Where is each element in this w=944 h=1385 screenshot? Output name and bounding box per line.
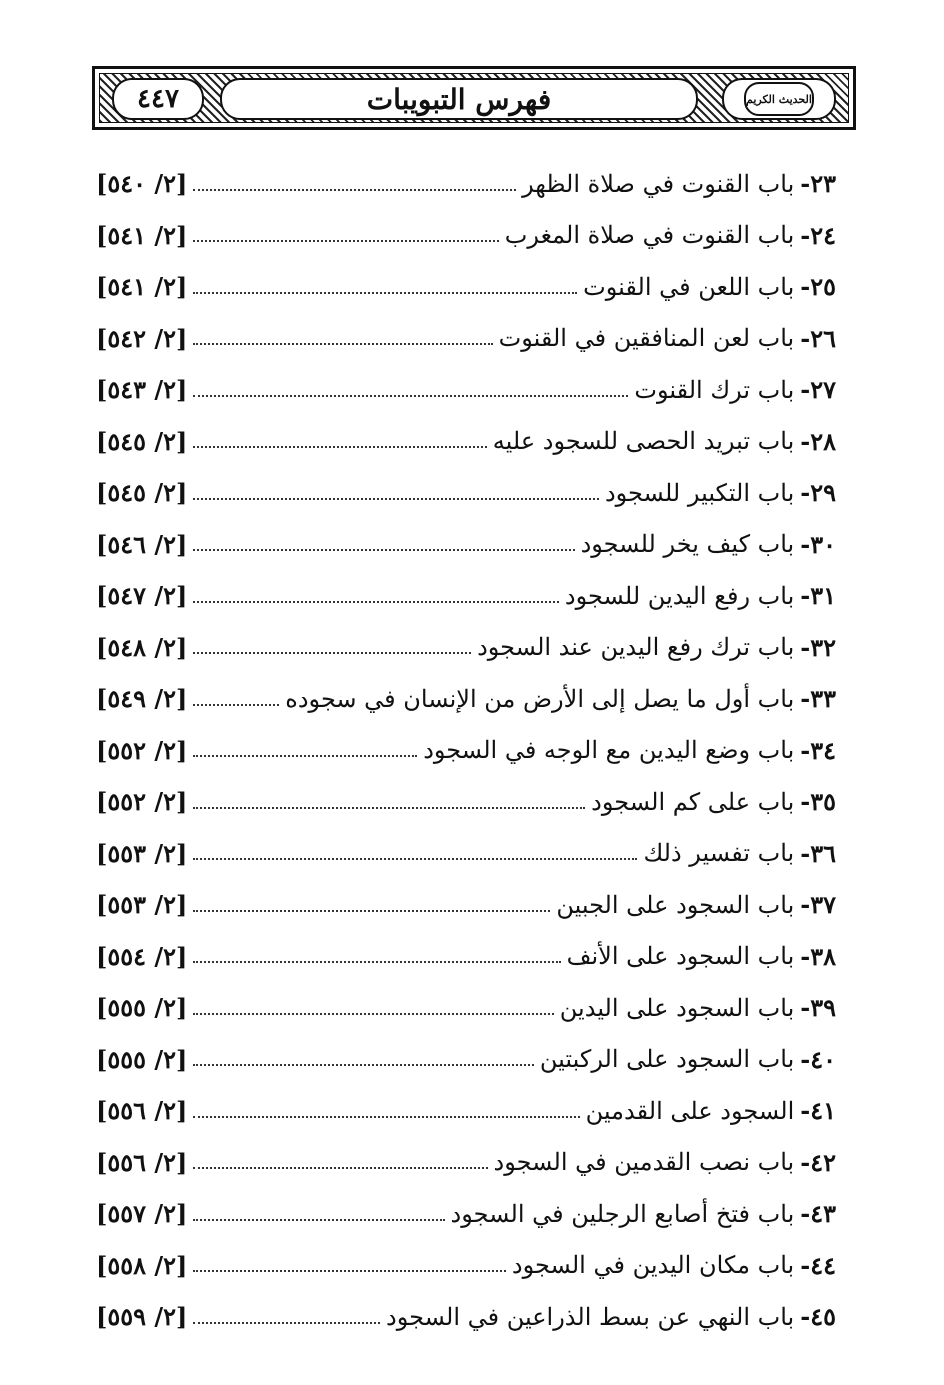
toc-entry xyxy=(96,1240,836,1292)
toc-entry-title: باب مكان اليدين في السجود xyxy=(511,1251,795,1280)
table-of-contents xyxy=(96,158,836,1343)
toc-entry-title: باب السجود على الأنف xyxy=(566,942,795,971)
toc-entry xyxy=(96,828,836,880)
toc-entry-reference: [٢/ ٥٤٥] xyxy=(96,478,188,508)
toc-entry-title: باب نصب القدمين في السجود xyxy=(493,1148,795,1177)
toc-entry xyxy=(96,982,836,1034)
toc-entry-number: ٢٦- xyxy=(800,323,836,353)
toc-entry-title: باب أول ما يصل إلى الأرض من الإنسان في سجوده xyxy=(285,684,795,713)
toc-entry-title: باب رفع اليدين للسجود xyxy=(564,581,795,610)
toc-entry-number: ٣١- xyxy=(800,581,836,611)
logo-text: الحديث الكريم xyxy=(746,92,812,106)
toc-entry-number: ٤٥- xyxy=(800,1302,836,1332)
header-frame xyxy=(92,66,856,130)
page-number: ٤٤٧ xyxy=(137,84,179,114)
dot-leader xyxy=(193,961,560,963)
dot-leader xyxy=(193,498,599,500)
toc-entry-title: باب النهي عن بسط الذراعين في السجود xyxy=(386,1302,795,1331)
toc-entry-number: ٣٣- xyxy=(800,684,836,714)
toc-entry xyxy=(96,261,836,313)
toc-entry-reference: [٢/ ٥٤٢] xyxy=(96,323,188,353)
dot-leader xyxy=(193,240,498,242)
toc-entry-title: باب القنوت في صلاة الظهر xyxy=(522,169,795,198)
toc-entry-title: باب السجود على الجبين xyxy=(556,890,795,919)
toc-entry xyxy=(96,776,836,828)
toc-entry-number: ٢٤- xyxy=(800,220,836,250)
toc-entry-title: باب فتخ أصابع الرجلين في السجود xyxy=(450,1199,795,1228)
toc-entry-title: باب السجود على اليدين xyxy=(559,993,795,1022)
toc-entry-number: ٢٧- xyxy=(800,375,836,405)
toc-entry-title: باب السجود على الركبتين xyxy=(539,1045,795,1074)
toc-entry-reference: [٢/ ٥٥٥] xyxy=(96,1044,188,1074)
dot-leader xyxy=(193,1270,505,1272)
publisher-logo xyxy=(744,82,814,116)
toc-entry xyxy=(96,570,836,622)
toc-entry-title: باب تبريد الحصى للسجود عليه xyxy=(492,427,795,456)
page-number-cartouche xyxy=(112,78,204,120)
dot-leader xyxy=(193,1219,444,1221)
toc-entry xyxy=(96,313,836,365)
toc-entry-title: باب لعن المنافقين في القنوت xyxy=(498,324,795,353)
dot-leader xyxy=(193,1013,553,1015)
toc-entry xyxy=(96,931,836,983)
toc-entry-number: ٢٣- xyxy=(800,169,836,199)
toc-entry-title: باب على كم السجود xyxy=(591,787,795,816)
toc-entry-number: ٤١- xyxy=(800,1096,836,1126)
toc-entry-number: ٤٤- xyxy=(800,1250,836,1280)
dot-leader xyxy=(193,1064,533,1066)
dot-leader xyxy=(193,1167,487,1169)
toc-entry xyxy=(96,1291,836,1343)
toc-entry-reference: [٢/ ٥٥٢] xyxy=(96,787,188,817)
toc-entry-number: ٣٦- xyxy=(800,838,836,868)
toc-entry-number: ٢٥- xyxy=(800,272,836,302)
header-ornament xyxy=(99,73,849,123)
logo-cartouche xyxy=(722,78,836,120)
toc-entry-title: باب ترك رفع اليدين عند السجود xyxy=(477,633,795,662)
toc-entry xyxy=(96,210,836,262)
toc-entry-reference: [٢/ ٥٤١] xyxy=(96,220,188,250)
toc-entry-reference: [٢/ ٥٥٢] xyxy=(96,735,188,765)
toc-entry-reference: [٢/ ٥٤٧] xyxy=(96,581,188,611)
dot-leader xyxy=(193,755,417,757)
toc-entry-reference: [٢/ ٥٤٠] xyxy=(96,169,188,199)
toc-entry xyxy=(96,673,836,725)
toc-entry-number: ٤٢- xyxy=(800,1147,836,1177)
toc-entry-reference: [٢/ ٥٤٩] xyxy=(96,684,188,714)
toc-entry xyxy=(96,1137,836,1189)
toc-entry-reference: [٢/ ٥٥٦] xyxy=(96,1096,188,1126)
toc-entry-number: ٣٧- xyxy=(800,890,836,920)
toc-entry xyxy=(96,467,836,519)
toc-entry-reference: [٢/ ٥٥٩] xyxy=(96,1302,188,1332)
toc-entry-title: باب القنوت في صلاة المغرب xyxy=(504,221,795,250)
toc-entry xyxy=(96,1085,836,1137)
toc-entry-title: السجود على القدمين xyxy=(585,1096,795,1125)
toc-entry-title: باب ترك القنوت xyxy=(634,375,795,404)
dot-leader xyxy=(193,189,516,191)
toc-entry-number: ٤٣- xyxy=(800,1199,836,1229)
toc-entry xyxy=(96,158,836,210)
toc-entry-title: باب كيف يخر للسجود xyxy=(580,530,795,559)
toc-entry-reference: [٢/ ٥٥٣] xyxy=(96,838,188,868)
toc-entry-number: ٢٨- xyxy=(800,426,836,456)
toc-entry-reference: [٢/ ٥٥٨] xyxy=(96,1250,188,1280)
dot-leader xyxy=(193,652,471,654)
toc-entry-number: ٤٠- xyxy=(800,1044,836,1074)
dot-leader xyxy=(193,395,628,397)
toc-entry-reference: [٢/ ٥٥٤] xyxy=(96,941,188,971)
dot-leader xyxy=(193,807,585,809)
toc-entry xyxy=(96,879,836,931)
toc-entry-reference: [٢/ ٥٥٣] xyxy=(96,890,188,920)
toc-entry xyxy=(96,622,836,674)
dot-leader xyxy=(193,910,550,912)
toc-entry-title: باب التكبير للسجود xyxy=(604,478,795,507)
toc-entry xyxy=(96,519,836,571)
toc-entry-reference: [٢/ ٥٤٣] xyxy=(96,375,188,405)
page-title: فهرس التبويبات xyxy=(366,82,552,116)
toc-entry xyxy=(96,364,836,416)
dot-leader xyxy=(193,601,559,603)
toc-entry-reference: [٢/ ٥٤١] xyxy=(96,272,188,302)
toc-entry-number: ٣٥- xyxy=(800,787,836,817)
toc-entry xyxy=(96,1188,836,1240)
toc-entry-title: باب وضع اليدين مع الوجه في السجود xyxy=(423,736,795,765)
dot-leader xyxy=(193,292,577,294)
dot-leader xyxy=(193,858,637,860)
dot-leader xyxy=(193,446,486,448)
toc-entry-number: ٣٢- xyxy=(800,632,836,662)
toc-entry-number: ٢٩- xyxy=(800,478,836,508)
toc-entry-reference: [٢/ ٥٤٦] xyxy=(96,529,188,559)
dot-leader xyxy=(193,549,574,551)
toc-entry xyxy=(96,1034,836,1086)
toc-entry-title: باب تفسير ذلك xyxy=(643,839,795,868)
toc-entry-reference: [٢/ ٥٥٥] xyxy=(96,993,188,1023)
toc-entry-number: ٣٠- xyxy=(800,529,836,559)
toc-entry-number: ٣٤- xyxy=(800,735,836,765)
toc-entry-reference: [٢/ ٥٤٥] xyxy=(96,426,188,456)
toc-entry xyxy=(96,416,836,468)
title-cartouche xyxy=(220,78,698,120)
toc-entry-number: ٣٨- xyxy=(800,941,836,971)
toc-entry-reference: [٢/ ٥٤٨] xyxy=(96,632,188,662)
dot-leader xyxy=(193,1116,579,1118)
dot-leader xyxy=(193,1322,380,1324)
toc-entry-title: باب اللعن في القنوت xyxy=(583,272,795,301)
dot-leader xyxy=(193,704,279,706)
toc-entry-number: ٣٩- xyxy=(800,993,836,1023)
toc-entry-reference: [٢/ ٥٥٧] xyxy=(96,1199,188,1229)
toc-entry xyxy=(96,725,836,777)
toc-entry-reference: [٢/ ٥٥٦] xyxy=(96,1147,188,1177)
dot-leader xyxy=(193,343,492,345)
